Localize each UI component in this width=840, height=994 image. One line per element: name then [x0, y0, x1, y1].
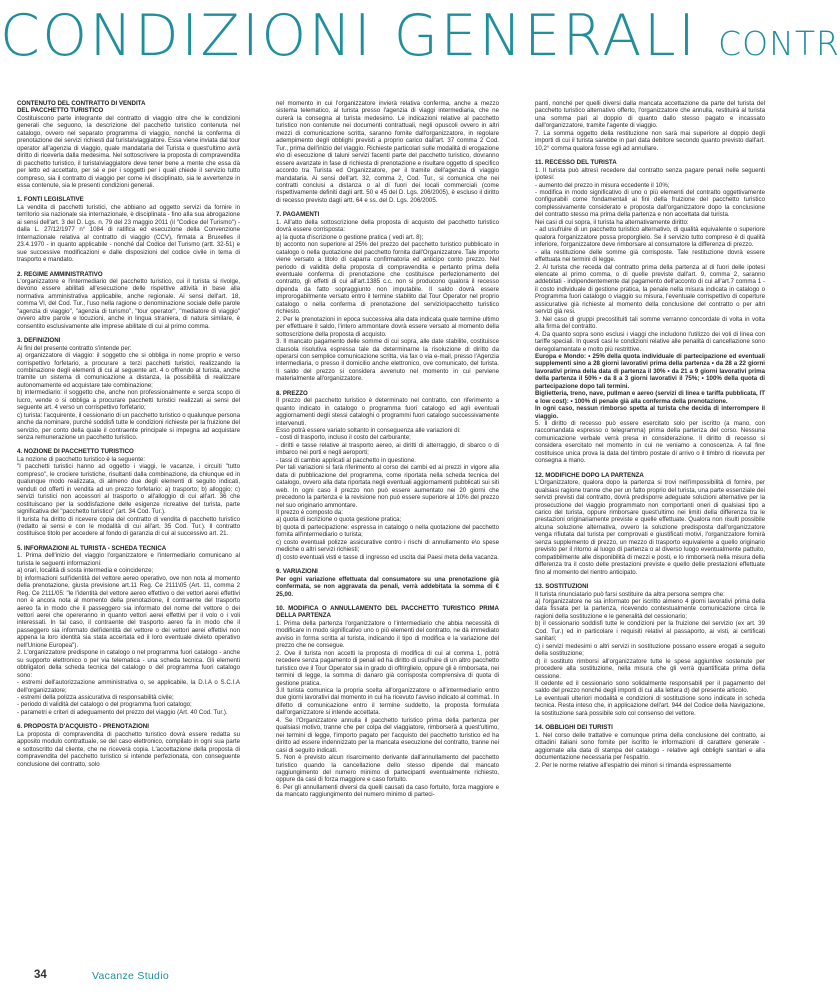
terms-section [535, 724, 765, 769]
section-paragraph: 2. Al turista che receda dal contratto prima della partenza al di fuori delle ipotesi elencate al primo comma, o di quelle previste dall'art. 9, comma 2, saranno addebitati - indipendentemente dal pagamento dell'acconto di cui all'art.7 comma 1 - il costo individuale di gestione pratica, la penale nella misura indicata in catalogo o Programma fuori catalogo o viaggio su misura, l'eventuale corrispettivo di coperture assicurative già richieste al momento della conclusione del contratto o per altri servizi già resi. [535, 263, 765, 316]
section-paragraph: Il turista rinunciatario può farsi sostituire da altra persona sempre che: [535, 590, 725, 598]
terms-section [535, 159, 765, 465]
section-paragraph: c) costo eventuali polizze assicurative contro i rischi di annullamento e\o spese mediche o altri servizi richiesti; [276, 538, 499, 554]
section-paragraph: b) intermediario: il soggetto che, anche non professionalmente e senza scopo di lucro, vende o si obbliga a procurare pacchetti turistici realizzati ai sensi del seguente art. 4 verso un corrispettivo forfetario; [17, 389, 240, 412]
section-paragraph: - periodo di validità del catalogo o del programma fuori catalogo; [17, 701, 192, 709]
section-bold-paragraph: Biglietteria, treno, nave, pullman e aereo (servizi di linea e tariffa pubblicata, IT e low cost): • 100% di penale già alla conferma della prenotazione. [535, 390, 765, 405]
terms-section [17, 337, 240, 441]
section-heading: 13. SOSTITUZIONI [535, 583, 589, 591]
terms-section [17, 545, 240, 716]
section-heading: 7. PAGAMENTI [276, 211, 320, 219]
section-paragraph: - diritti e tasse relative al trasporto aereo, ai diritti di atterraggio, di sbarco o di imbarco nei porti e negli aeroporti; [276, 441, 499, 457]
section-paragraph: - estremi dell'autorizzazione amministrativa o, se applicabile, la D.I.A o S.C.I.A dell'organizzatore; [17, 679, 240, 694]
section-paragraph: Ai fini del presente contratto s'intende per: [17, 344, 132, 352]
section-paragraph: 1. All'atto della sottoscrizione della proposta di acquisto del pacchetto turistico dovrà essere corrisposta: [276, 218, 499, 234]
section-bold-paragraph: In ogni caso, nessun rimborso spetta al turista che decida di interrompere il viaggio. [535, 405, 765, 420]
terms-section [535, 100, 765, 152]
section-paragraph: 2. Ove il turista non accetti la proposta di modifica di cui al comma 1, potrà recedere senza pagamento di penali ed ha diritto di usufruire di un altro pacchetto turistico ove il Tour Operator sia in grado di offrirglielo, oppure gli è rimborsata, nei termini di legge, la somma di danaro già corrisposta comprensiva di quota di gestione pratica. [276, 649, 499, 687]
section-paragraph: La proposta di compravendita di pacchetto turistico dovrà essere redatta su apposito modulo contrattuale, se del caso elettronico, compilato in ogni sua parte e sottoscritto dal cliente, che ne riceverà copia. L'accettazione della proposta di compravendita del pacchetto turistico si intende perfezionata, con conseguente conclusione del contratto, solo [17, 730, 240, 768]
section-paragraph: - costi di trasporto, incluso il costo del carburante; [276, 434, 411, 442]
section-paragraph: a) organizzatore di viaggio: il soggetto che si obbliga in nome proprio e verso corrispettivo forfetario, a procurare a terzi pacchetti turistici, realizzando la combinazione degli elementi di cui al seguente art. 4 o offrendo al turista, anche tramite un sistema di comunicazione a distanza, la possibilità di realizzare autonomamente ed acquistare tale combinazione; [17, 352, 240, 389]
section-paragraph: 3. Nel caso di gruppi precostituiti tali somme verranno concordate di volta in volta alla firma del contratto. [535, 315, 765, 331]
terms-section [17, 196, 240, 263]
section-paragraph: Costituiscono parte integrante del contratto di viaggio oltre che le condizioni generali che seguono, la descrizione del pacchetto turistico contenuta nel catalogo, ovvero nel separato programma di viaggio, nonché la conferma di prenotazione dei servizi richiesti dal turista\viaggiatore. Essa viene inviata dal tour operator all'agenzia di viaggio, quale mandataria del Turista e quest'ultimo avrà diritto di riceverla dalla medesima. Nel sottoscrivere la proposta di compravendita di pacchetto turistico, il turista\viaggiatore deve tener bene a mente che essa dà per letto ed accettato, per sé e per i soggetti per i quali chiede il servizio tutto compreso, sia il contratto di viaggio per come ivi disciplinato, sia le avvertenze in essa contenute, sia le presenti condizioni generali. [17, 114, 240, 189]
section-heading: CONTENUTO DEL CONTRATTO DI VENDITA [17, 100, 146, 107]
section-paragraph: 1. Prima della partenza l'organizzatore o l'intermediario che abbia necessità di modificare in modo significativo uno o più elementi del contratto, ne dà immediato avviso in forma scritta al turista, indicando il tipo di modifica e la variazione del prezzo che ne consegue. [276, 619, 499, 650]
section-heading: 5. INFORMAZIONI AL TURISTA - SCHEDA TECNICA [17, 544, 167, 552]
section-heading: 10. MODIFICA O ANNULLAMENTO DEL PACCHETTO TURISTICO PRIMA DELLA PARTENZA [276, 605, 499, 620]
section-paragraph: 2. L'organizzatore predispone in catalogo o nel programma fuori catalogo - anche su supporto elettronico o per via telematica - una scheda tecnica. Gli elementi obbligatori della scheda tecnica del catalogo o del programma fuori catalogo sono: [17, 649, 240, 679]
terms-section [17, 100, 240, 189]
section-paragraph: Il turista ha diritto di ricevere copia del contratto di vendita di pacchetto turistico (redatto ai sensi e con le modalità di cui all'art. 35 Cod. Tur.). Il contratto costituisce titolo per accedere al fondo di garanzia di cui al successivo art. 21. [17, 515, 240, 538]
section-paragraph: - aumento del prezzo in misura eccedente il 10%; [535, 181, 670, 189]
page-title [0, 2, 840, 72]
page-title-cut: CONTR [718, 24, 840, 63]
section-paragraph: a) la quota d'iscrizione o gestione pratica ( vedi art. 8); [276, 233, 424, 241]
section-heading: 14. OBBLIGHI DEI TURISTI [535, 724, 613, 732]
section-heading: 11. RECESSO DEL TURISTA [535, 159, 617, 167]
column-1 [17, 100, 240, 948]
section-paragraph: Il cedente ed il cessionario sono solidalmente responsabili per il pagamento del saldo del prezzo nonché degli importi di cui alla lettera d) del presente articolo. [535, 679, 765, 695]
section-paragraph: - tassi di cambio applicati al pacchetto in questione. [276, 456, 416, 464]
terms-section [276, 568, 499, 598]
section-paragraph: a) quota di iscrizione o quota gestione pratica; [276, 516, 402, 524]
section-paragraph: Per tali variazioni si farà riferimento al corso dei cambi ed ai prezzi in vigore alla data di pubblicazione del programma, come riportata nella scheda tecnica del catalogo, ovvero alla data riportata negli eventuali aggiornamenti pubblicati sui siti web. In ogni caso il prezzo non può essere aumentato nei 20 giorni che precedono la partenza e la revisione non può essere superiore al 10% del prezzo nel suo originario ammontare. [276, 464, 499, 509]
section-heading: 6. PROPOSTA D'ACQUISTO - PRENOTAZIONI [17, 723, 149, 731]
section-paragraph: 3.Il turista comunica la propria scelta all'organizzatore o all'intermediario entro due giorni lavorativi dal momento in cui ha ricevuto l'avviso indicato al comma1. In difetto di comunicazione entro il termine suddetto, la proposta formulata dall'organizzatore si intende accettata. [276, 686, 499, 717]
section-heading: 2. REGIME AMMINISTRATIVO [17, 270, 103, 278]
section-heading: 4. NOZIONE DI PACCHETTO TURISTICO [17, 448, 134, 456]
section-paragraph: 6. Per gli annullamenti diversi da quelli causati da caso fortuito, forza maggiore e da mancato raggiungimento del numero minimo di parteci- [276, 783, 499, 799]
publisher-name: Vacanze Studio [92, 970, 169, 982]
section-paragraph: 5. Il diritto di recesso può essere esercitato solo per iscritto (a mano, con raccomandata espresso o telegramma) prima della partenza del corso. Nessuna comunicazione verbale verrà presa in considerazione. Il diritto di recesso si considera esercitato nel momento in cui ne veniamo a conoscenza. A tal fine costituisce unica prova la data del timbro postale di arrivo o il timbro di ricevuta per consegna a mano. [535, 420, 765, 465]
section-paragraph: b) informazioni sull'identità del vettore aereo operativo, ove non nota al momento della prenotazione, giusta previsione art.11 Reg. Ce 2111\05 (Art. 11, comma 2 Reg. Ce 2111/05: "le l'identità del vettore aereo effettivo o dei vettori aerei effettivi non è ancora nota al momento della prenotazione, il contraente del trasporto aereo fa in modo che il passeggero sia informato del nome del vettore o dei vettori aerei che opereranno in quanto vettori aerei effettivi per il volo o i voli interessati. In tal caso, il contraente del trasporto aereo fa in modo che il passeggero sia informato dell'identità del vettore o dei vettori aerei effettivi non appena la loro identità sia stata accertata ed il loro eventuale divieto operativo nell'Unione Europea"). [17, 574, 240, 649]
section-paragraph: 2. Per le norme relative all'espatrio dei minori si rimanda espressamente [535, 761, 732, 769]
terms-section [17, 271, 240, 331]
section-paragraph: b) quota di partecipazione: espressa in catalogo o nella quotazione del pacchetto fornita all'intermediario o turista; [276, 523, 499, 539]
section-paragraph: 1. Nel corso delle trattative e comunque prima della conclusione del contratto, ai cittadini italiani sono fornite per iscritto le informazioni di carattere generale - aggiornate alla data di stampa del catalogo - relative agli obblighi sanitari e alla documentazione necessaria per l'espatrio. [535, 731, 765, 762]
section-paragraph: 1. Prima dell'inizio del viaggio l'organizzatore e l'intermediario comunicano al turista le seguenti informazioni: [17, 552, 240, 567]
terms-section [535, 472, 765, 576]
section-paragraph: - estremi della polizza assicurativa di responsabilità civile; [17, 693, 174, 701]
section-paragraph: c) i servizi medesimi o altri servizi in sostituzione possano essere erogati a seguito della sostituzione; [535, 642, 765, 658]
section-paragraph: 1. Il turista può altresì recedere dal contratto senza pagare penali nelle seguenti ipotesi: [535, 166, 765, 182]
section-heading: DEL PACCHETTO TURISTICO [17, 107, 104, 115]
section-paragraph: Esso potrà essere variato soltanto in conseguenza alle variazioni di: [276, 427, 461, 435]
terms-section [17, 448, 240, 537]
terms-section [17, 723, 240, 768]
section-paragraph: La vendita di pacchetti turistici, che abbiano ad oggetto servizi da fornire in territorio sia nazionale sia internazionale, è disciplinata - fino alla sua abrogazione ai sensi dell'art. 3 del D. Lgs. n. 79 del 23 maggio 2011 (il "Codice del Turismo") - dalla L. 27/12/1977 n° 1084 di ratifica ed esecuzione della Convenzione Internazionale relativa al contratto di viaggio (CCV), firmata a Bruxelles il 23.4.1970 - in quanto applicabile - nonché dal Codice del Turismo (artt. 32-51) e sue successive modificazioni e dalle disposizioni del codice civile in tema di trasporto e mandato. [17, 203, 240, 264]
section-paragraph: 3. Il mancato pagamento delle somme di cui sopra, alle date stabilite, costituisce clausola risolutiva espressa tale da determinarne la risoluzione di diritto da operarsi con semplice comunicazione scritta, via fax o via e-mail, presso l'Agenzia intermediaria, o presso il domicilio anche elettronico, ove comunicato, del turista. Il saldo del prezzo si considera avvenuto nel momento in cui perviene materialmente all'organizzatore. [276, 338, 500, 383]
section-paragraph: d) costo eventuali visti e tasse di ingresso ed uscita dai Paesi meta della vacanza. [276, 553, 499, 561]
section-heading: 8. PREZZO [276, 389, 308, 397]
section-paragraph: 2. Per le prenotazioni in epoca successiva alla data indicata quale termine ultimo per effettuare il saldo, l'intero ammontare dovrà essere versato al momento della sottoscrizione della proposta di acquisto. [276, 315, 499, 338]
section-paragraph: - alla restituzione delle somme già corrisposte. Tale restituzione dovrà essere effettuata nei termini di legge. [535, 248, 765, 264]
section-paragraph: d) il sostituto rimborsi all'organizzatore tutte le spese aggiuntive sostenute per procedere alla sostituzione, nella misura che gli verrà quantificata prima della cessione. [535, 657, 765, 680]
section-paragraph: Nei casi di cui sopra, il turista ha alternativamente diritto: [535, 218, 689, 226]
page-footer [0, 960, 768, 994]
section-paragraph: La nozione di pacchetto turistico è la seguente: [17, 455, 146, 463]
section-heading: 1. FONTI LEGISLATIVE [17, 196, 84, 204]
section-paragraph: panti, nonché per quelli diversi dalla mancata accettazione da parte del turista del pacchetto turistico alternativo offerto, l'organizzatore che annulla, restituirà al turista una somma pari al doppio di quanto dallo stesso pagato e incassato dall'organizzatore, tramite l'agente di viaggio. [535, 100, 765, 130]
terms-section [276, 390, 499, 561]
section-paragraph: 4. Da quanto sopra sono esclusi i viaggi che includono l'utilizzo dei voli di linea con tariffe speciali. In questi casi le condizioni relative alle penalità di cancellazione sono deregolamentate e molto più restrittive. [535, 330, 765, 353]
section-paragraph: - modifica in modo significativo di uno o più elementi del contratto oggettivamente configurabili come fondamentali ai fini della fruizione del pacchetto turistico complessivamente considerato e proposta dall'organizzatore dopo la conclusione del contratto stesso ma prima della partenza e non accettata dal turista. [535, 188, 765, 219]
section-paragraph: Le eventuali ulteriori modalità e condizioni di sostituzione sono indicate in scheda tecnica. Resta inteso che, in applicazione dell'art. 944 del Codice della Navigazione, la sostituzione sarà possibile solo col consenso del vettore. [535, 694, 765, 717]
section-paragraph: L'organizzatore e l'intermediario del pacchetto turistico, cui il turista si rivolge, devono essere abilitati all'esecuzione delle rispettive attività in base alla normativa amministrativa applicabile, anche regionale. Ai sensi dell'art. 18, comma VI, del Cod. Tur., l'uso nella ragione o denominazione sociale delle parole "agenzia di viaggio", "agenzia di turismo", "tour operator", "mediatore di viaggio" ovvero altre parole e locuzioni, anche in lingua straniera, di natura similare, è consentito esclusivamente alle imprese abilitate di cui al primo comma. [17, 277, 240, 330]
terms-section [276, 211, 499, 382]
section-paragraph: a) orari, località di sosta intermedia e coincidenze; [17, 567, 154, 575]
section-paragraph: 4. Se l'Organizzatore annulla il pacchetto turistico prima della partenza per qualsiasi motivo, tranne che per colpa del viaggiatore, rimborserà a quest'ultimo, nei termini di legge, l'importo pagato per l'acquisto del pacchetto turistico ed ha diritto ad essere indennizzato per la mancata esecuzione del contratto, tranne nei casi di seguito indicati. [276, 716, 499, 754]
section-paragraph: Il prezzo è composto da: [276, 509, 343, 517]
section-paragraph: nel momento in cui l'organizzatore invierà relativa conferma, anche a mezzo sistema telematico, al turista presso l'agenzia di viaggi intermediaria, che ne curerà la consegna al turista medesimo. Le indicazioni relative al pacchetto turistico non contenute nei documenti contrattuali, negli opuscoli ovvero in altri mezzi di comunicazione scritta, saranno fornite dall'organizzatore, in regolare adempimento degli obblighi previsti a proprio carico dall'art. 37 comma 2 Cod. Tur., prima dell'inizio del viaggio. Richieste particolari sulle modalità di erogazione e\o di esecuzione di taluni servizi facenti parte del pacchetto turistico, dovranno essere avanzate in fase di richiesta di prenotazione e risultare oggetto di specifico accordo tra Turista ed Organizzatore, per il tramite dell'agenzia di viaggio mandataria. Ai sensi dell'art. 32, comma 2, Cod. Tur., si comunica che nei contratti conclusi a distanza o al di fuori dei locali commerciali (come rispettivamente definiti dagli artt. 50 e 45 del D. Lgs. 206/2005), è escluso il diritto di recesso previsto dagli artt. 64 e ss. del D. Lgs. 206/2005. [276, 100, 499, 204]
section-bold-paragraph: Per ogni variazione effettuata dal consumatore su una prenotazione già confermata, se non aggravata da penali, verrà addebitata la somma di € 25,00. [276, 575, 499, 598]
section-paragraph: - parametri e criteri di adeguamento del prezzo del viaggio (Art. 40 Cod. Tur.). [17, 708, 228, 716]
page-title-main: CONDIZIONI GENERALI [0, 3, 698, 69]
section-paragraph: 7. La somma oggetto della restituzione non sarà mai superiore al doppio degli importi di cui il turista sarebbe in pari data debitore secondo quanto previsto dall'art. 10,2° comma qualora fosse egli ad annullare. [535, 129, 765, 152]
page-number: 34 [34, 969, 47, 981]
terms-section [276, 100, 499, 204]
section-heading: 3. DEFINIZIONI [17, 337, 61, 345]
column-2 [276, 100, 499, 948]
section-paragraph: c) turista: l'acquirente, il cessionario di un pacchetto turistico o qualunque persona anche da nominare, purché soddisfi tutte le condizioni richieste per la fruizione del servizio, per conto della quale il contraente principale si impegna ad acquistare senza remunerazione un pacchetto turistico. [17, 411, 240, 442]
terms-section [535, 583, 765, 717]
section-paragraph: "I pacchetti turistici hanno ad oggetto i viaggi, le vacanze, i circuiti "tutto compreso", le crociere turistiche, risultanti dalla combinazione, da chiunque ed in qualunque modo realizzata, di almeno due degli elementi di seguito indicati, venduti od offerti in vendita ad un prezzo forfetario: a) trasporto; b) alloggio; c) servizi turistici non accessori al trasporto o all'alloggio di cui all'art. 36 che costituiscano per la soddisfazione delle esigenze ricreative del turista, parte significativa del "pacchetto turistico" (art. 34 Cod. Tur.). [17, 463, 240, 516]
section-paragraph: 5. Non è previsto alcun risarcimento derivante dall'annullamento del pacchetto turistico quando la cancellazione dello stesso dipende dal mancato raggiungimento del numero minimo di partecipanti eventualmente richiesto, oppure da casi di forza maggiore e caso fortuito. [276, 754, 499, 784]
section-heading: 12. MODIFICHE DOPO LA PARTENZA [535, 471, 644, 479]
section-heading: 9. VARIAZIONI [276, 568, 318, 576]
section-paragraph: a) l'organizzatore ne sia informato per iscritto almeno 4 giorni lavorativi prima della data fissata per la partenza, ricevendo contestualmente comunicazione circa le ragioni della sostituzione e le generalità del cessionario; [535, 598, 765, 620]
terms-columns [17, 100, 765, 948]
section-bold-paragraph: Europa e Mondo: • 25% della quota individuale di partecipazione ed eventuali supplementi sino a 28 giorni lavorativi prima della partenza • da 28 a 22 giorni lavorativi prima della data di partenza il 30% • da 21 a 9 giorni lavorativi prima della partenza il 50% • da 8 a 3 giorni lavorativi il 75%; • 100% della quota di partecipazione dopo tali termini. [535, 352, 765, 390]
terms-section [276, 605, 499, 799]
section-paragraph: L'Organizzatore, qualora dopo la partenza si trovi nell'impossibilità di fornire, per qualsiasi ragione tranne che per un fatto proprio del turista, una parte essenziale dei servizi previsti dal contratto, dovrà predisporre adeguate soluzioni alternative per la prosecuzione del viaggio programmato non comportanti oneri di qualsiasi tipo a carico del turista, oppure rimborsare quest'ultimo nei limiti della differenza tra le prestazioni originariamente previste e quelle effettuate. Qualora non risulti possibile alcuna soluzione alternativa, ovvero la soluzione predisposta dall'organizzatore venga rifiutata dal turista per comprovati e giustificati motivi, l'organizzatore fornirà senza supplemento di prezzo, un mezzo di trasporto equivalente a quello originario previsto per il ritorno al luogo di partenza o al diverso luogo eventualmente pattuito, compatibilmente alle disponibilità di mezzi e posti, e lo rimborserà nella misura della differenza tra il costo delle prestazioni previste e quello delle prestazioni effettuate fino al momento del rientro anticipato. [535, 479, 765, 576]
column-3 [535, 100, 765, 948]
section-paragraph: b) il cessionario soddisfi tutte le condizioni per la fruizione del servizio (ex art. 39 Cod. Tur.) ed in particolare i requisiti relativi al passaporto, ai visti, ai certificati sanitari; [535, 620, 765, 643]
section-paragraph: - ad usufruire di un pacchetto turistico alternativo, di qualità equivalente o superiore qualora l'organizzatore possa proporglielo. Se il servizio tutto compreso è di qualità inferiore, l'organizzatore deve rimborsare al consumatore la differenza di prezzo. [535, 226, 765, 249]
section-paragraph: Il prezzo del pacchetto turistico è determinato nel contratto, con riferimento a quanto indicato in catalogo o programma fuori catalogo ed agli eventuali aggiornamenti degli stessi cataloghi o programmi fuori catalogo successivamente intervenuti. [276, 397, 499, 427]
section-paragraph: b) acconto non superiore al 25% del prezzo del pacchetto turistico pubblicato in catalogo o nella quotazione del pacchetto fornita dall'Organizzatore. Tale importo viene versato a titolo di caparra confirmatoria ed anticipo conto prezzo. Nel periodo di validità della proposta di compravendita e pertanto prima della eventuale conferma di prenotazione che costituisce perfezionamento del contratto, gli effetti di cui all'art.1385 c.c. non si producono qualora il recesso dipenda da fatto sopraggiunto non imputabile. Il saldo dovrà essere improrogabilmente versato entro il termine stabilito dal Tour Operator nel proprio catalogo o nella conferma di prenotazione del servizio\pacchetto turistico richiesto. [276, 241, 499, 316]
